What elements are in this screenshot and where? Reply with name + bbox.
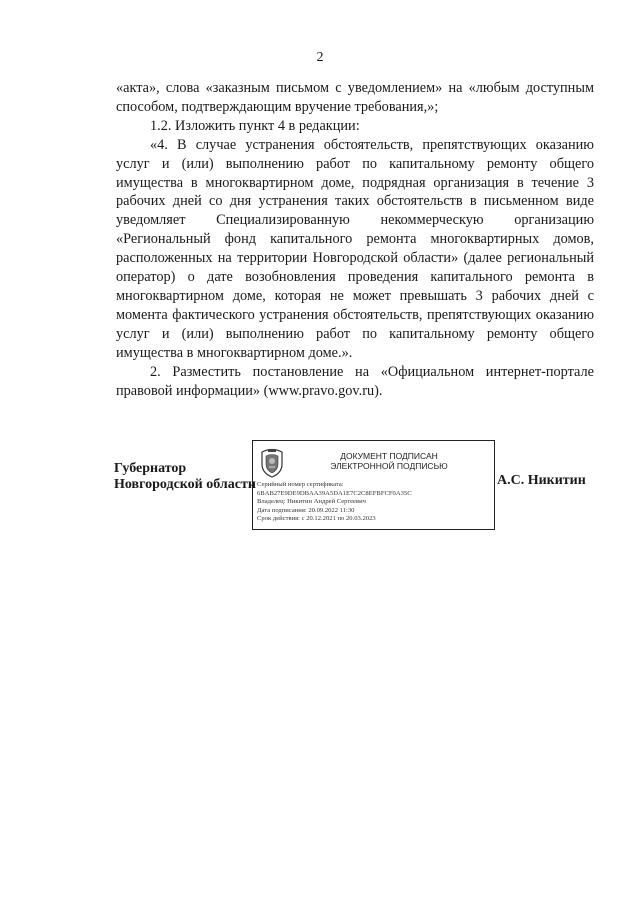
certificate-number: 6BAB27E9DE9DBAA39A5DA1E7C2C8EFBFCF0A35C <box>257 489 412 497</box>
page-number: 2 <box>316 50 324 65</box>
paragraph-1: «акта», слова «заказным письмом с уведомлением» на «любым доступным способом, подтверждающим вручение требования,»; <box>116 80 594 115</box>
stamp-details <box>257 481 493 524</box>
paragraph-3: «4. В случае устранения обстоятельств, препятствующих оказанию услуг и (или) выполнению работ по капитальному ремонту общего имущества в многоквартирном доме, подрядная организация в течение 3 рабочих дней со дня устранения таких обстоятельств в письменном виде уведомляет Специализированную некоммерческую организацию «Региональный фонд капитального ремонта многоквартирных домов, расположенных на территории Новгородской области» (далее региональный оператор) о дате возобновления проведения капитального ремонта в многоквартирном доме, которая не может превышать 3 рабочих дней с момента фактического устранения обстоятельств, препятствующих оказанию услуг и (или) выполнению работ по капитальному ремонту общего имущества в многоквартирном доме.». <box>116 136 594 361</box>
stamp-heading-line2: ЭЛЕКТРОННОЙ ПОДПИСЬЮ <box>330 461 448 471</box>
signature-block <box>0 440 640 540</box>
document-body <box>116 79 594 400</box>
signatory-title-line1: Губернатор <box>114 461 187 476</box>
certificate-label: Серийный номер сертификата: <box>257 481 344 488</box>
paragraph-2: 1.2. Изложить пункт 4 в редакции: <box>150 117 360 134</box>
paragraph-4: 2. Разместить постановление на «Официальном интернет-портале правовой информации» (www.pravo.gov.ru). <box>116 363 594 399</box>
stamp-heading <box>291 451 487 471</box>
signatory-title-line2: Новгородской области <box>114 477 256 492</box>
signatory-title <box>114 461 256 493</box>
signatory-name: А.С. Никитин <box>497 473 586 488</box>
signing-date: Дата подписания: 20.09.2022 11:30 <box>257 506 355 514</box>
coat-of-arms-icon <box>259 446 285 478</box>
electronic-signature-stamp <box>252 440 495 530</box>
validity-period: Срок действия: с 20.12.2021 по 20.03.2023 <box>257 515 376 523</box>
certificate-owner: Владелец: Никитин Андрей Сергеевич <box>257 498 366 506</box>
stamp-heading-line1: ДОКУМЕНТ ПОДПИСАН <box>340 451 438 461</box>
